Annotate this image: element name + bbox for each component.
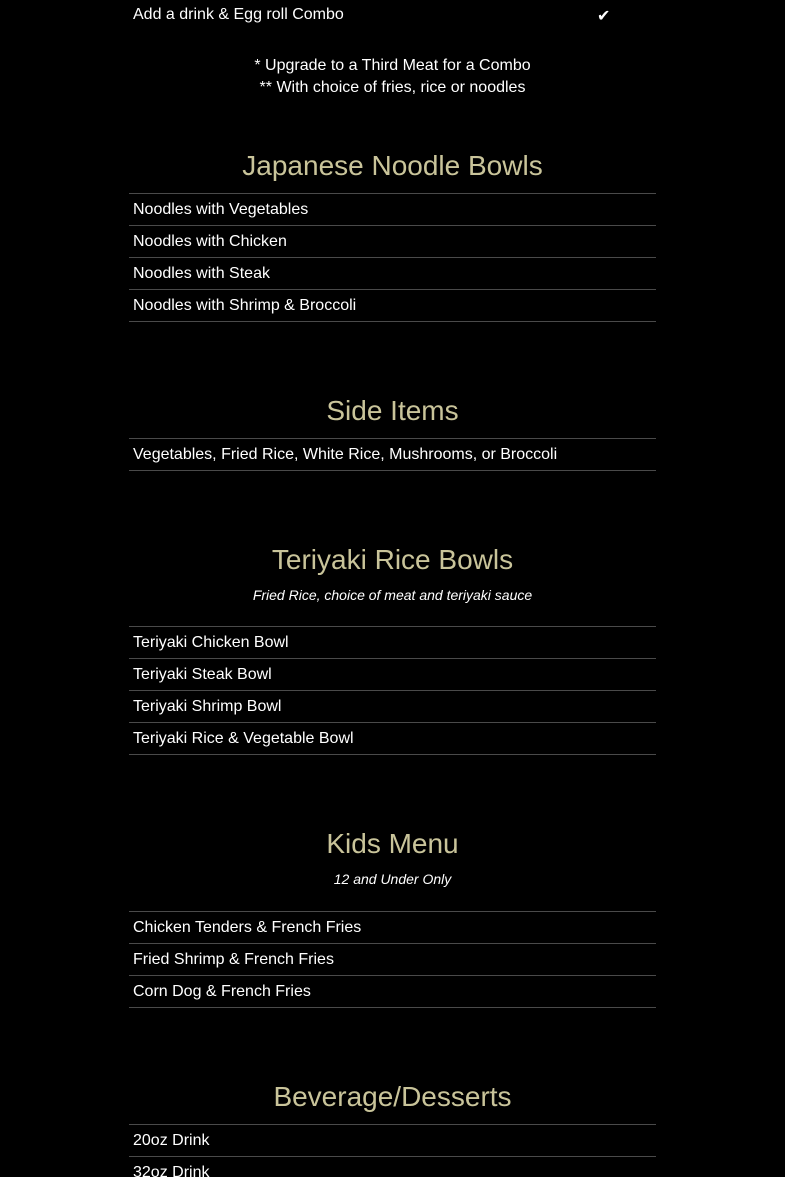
menu-item: 20oz Drink bbox=[129, 1125, 656, 1157]
menu-item: Noodles with Shrimp & Broccoli bbox=[129, 290, 656, 322]
menu-item: Teriyaki Shrimp Bowl bbox=[129, 691, 656, 723]
menu-item: Teriyaki Steak Bowl bbox=[129, 659, 656, 691]
section-subtitle-kids: 12 and Under Only bbox=[333, 871, 452, 887]
teriyaki-table bbox=[129, 626, 656, 755]
menu-item: 32oz Drink bbox=[129, 1157, 656, 1177]
menu-item: Corn Dog & French Fries bbox=[129, 976, 656, 1008]
beverages-table bbox=[129, 1124, 656, 1177]
note-upgrade: * Upgrade to a Third Meat for a Combo bbox=[254, 57, 531, 74]
kids-table bbox=[129, 911, 656, 1008]
noodle-bowls-table bbox=[129, 193, 656, 322]
section-title-kids: Kids Menu bbox=[326, 828, 459, 859]
side-items-table bbox=[129, 438, 656, 471]
menu-item: Teriyaki Chicken Bowl bbox=[129, 627, 656, 659]
section-title-teriyaki: Teriyaki Rice Bowls bbox=[271, 544, 514, 575]
section-subtitle-teriyaki: Fried Rice, choice of meat and teriyaki sauce bbox=[252, 587, 533, 603]
section-title-beverages: Beverage/Desserts bbox=[273, 1081, 512, 1112]
menu-item: Noodles with Chicken bbox=[129, 226, 656, 258]
combo-row bbox=[129, 0, 656, 32]
menu-item: Noodles with Steak bbox=[129, 258, 656, 290]
checkmark-icon: ✔ bbox=[597, 8, 611, 25]
note-choice: ** With choice of fries, rice or noodles bbox=[259, 79, 526, 96]
menu-item: Fried Shrimp & French Fries bbox=[129, 944, 656, 976]
section-title-side-items: Side Items bbox=[326, 395, 459, 426]
menu-item: Noodles with Vegetables bbox=[129, 194, 656, 226]
combo-notes bbox=[0, 55, 785, 99]
menu-item: Vegetables, Fried Rice, White Rice, Mushrooms, or Broccoli bbox=[129, 439, 656, 471]
combo-label: Add a drink & Egg roll Combo bbox=[133, 6, 344, 23]
menu-item: Teriyaki Rice & Vegetable Bowl bbox=[129, 723, 656, 755]
menu-item: Chicken Tenders & French Fries bbox=[129, 912, 656, 944]
section-title-noodle-bowls: Japanese Noodle Bowls bbox=[242, 150, 543, 181]
